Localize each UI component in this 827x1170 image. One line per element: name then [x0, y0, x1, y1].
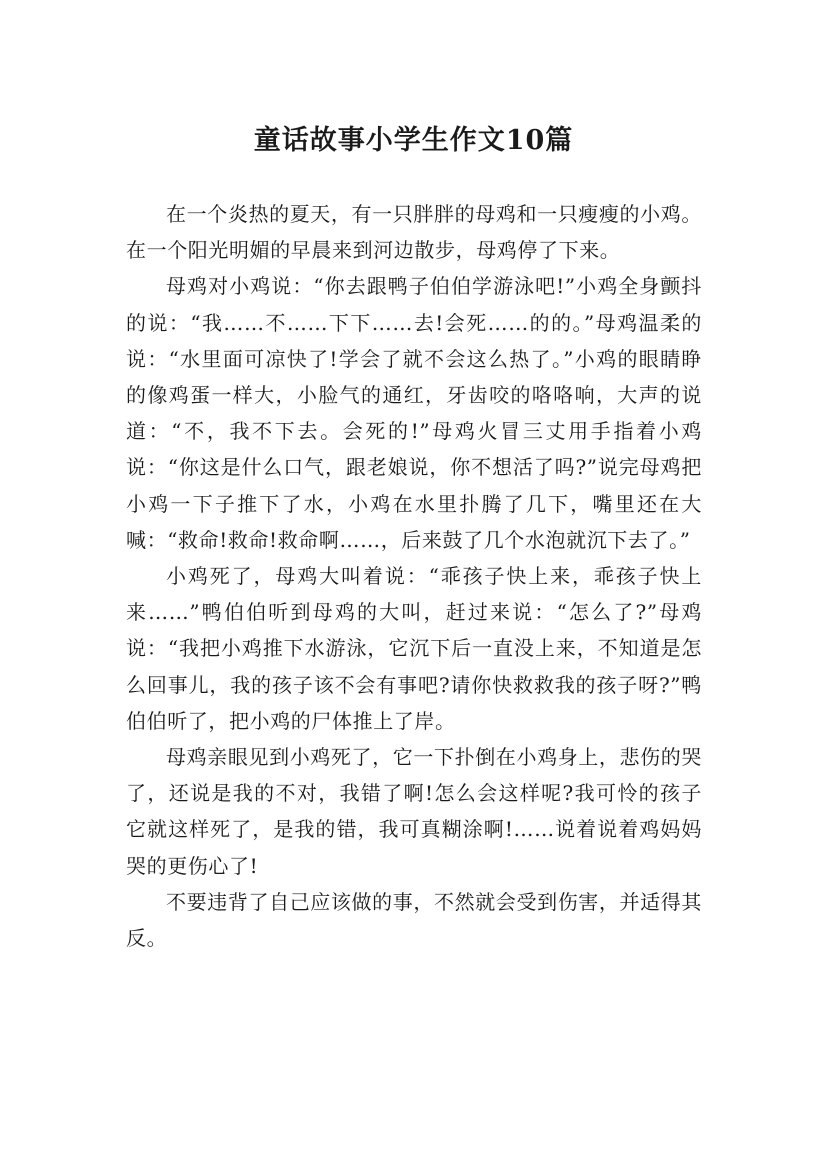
paragraph: 小鸡死了，母鸡大叫着说：“乖孩子快上来，乖孩子快上来……”鸭伯伯听到母鸡的大叫，赶过来说：“怎么了?”母鸡说：“我把小鸡推下水游泳，它沉下后一直没上来，不知道是怎么回事儿，我的孩子该不会有事吧?请你快救救我的孩子呀?”鸭伯伯听了，把小鸡的尸体推上了岸。 — [126, 564, 702, 733]
document-title: 童话故事小学生作文10篇 — [253, 125, 574, 157]
paragraph: 母鸡对小鸡说：“你去跟鸭子伯伯学游泳吧!”小鸡全身颤抖的说：“我……不……下下……去!会死……的的。”母鸡温柔的说：“水里面可凉快了!学会了就不会这么热了。”小鸡的眼睛睁的像鸡蛋一样大，小脸气的通红，牙齿咬的咯咯响，大声的说道：“不，我不下去。会死的!”母鸡火冒三丈用手指着小鸡说：“你这是什么口气，跟老娘说，你不想活了吗?”说完母鸡把小鸡一下子推下了水，小鸡在水里扑腾了几下，嘴里还在大喊：“救命!救命!救命啊……，后来鼓了几个水泡就沉下去了。” — [126, 274, 702, 552]
paragraph: 母鸡亲眼见到小鸡死了，它一下扑倒在小鸡身上，悲伤的哭了，还说是我的不对，我错了啊!怎么会这样呢?我可怜的孩子它就这样死了，是我的错，我可真糊涂啊!……说着说着鸡妈妈哭的更伤心了! — [126, 745, 702, 878]
paragraph: 不要违背了自己应该做的事，不然就会受到伤害，并适得其反。 — [126, 889, 702, 951]
paragraph: 在一个炎热的夏天，有一只胖胖的母鸡和一只瘦瘦的小鸡。在一个阳光明媚的早晨来到河边散步，母鸡停了下来。 — [126, 202, 702, 263]
document-body — [126, 196, 702, 956]
